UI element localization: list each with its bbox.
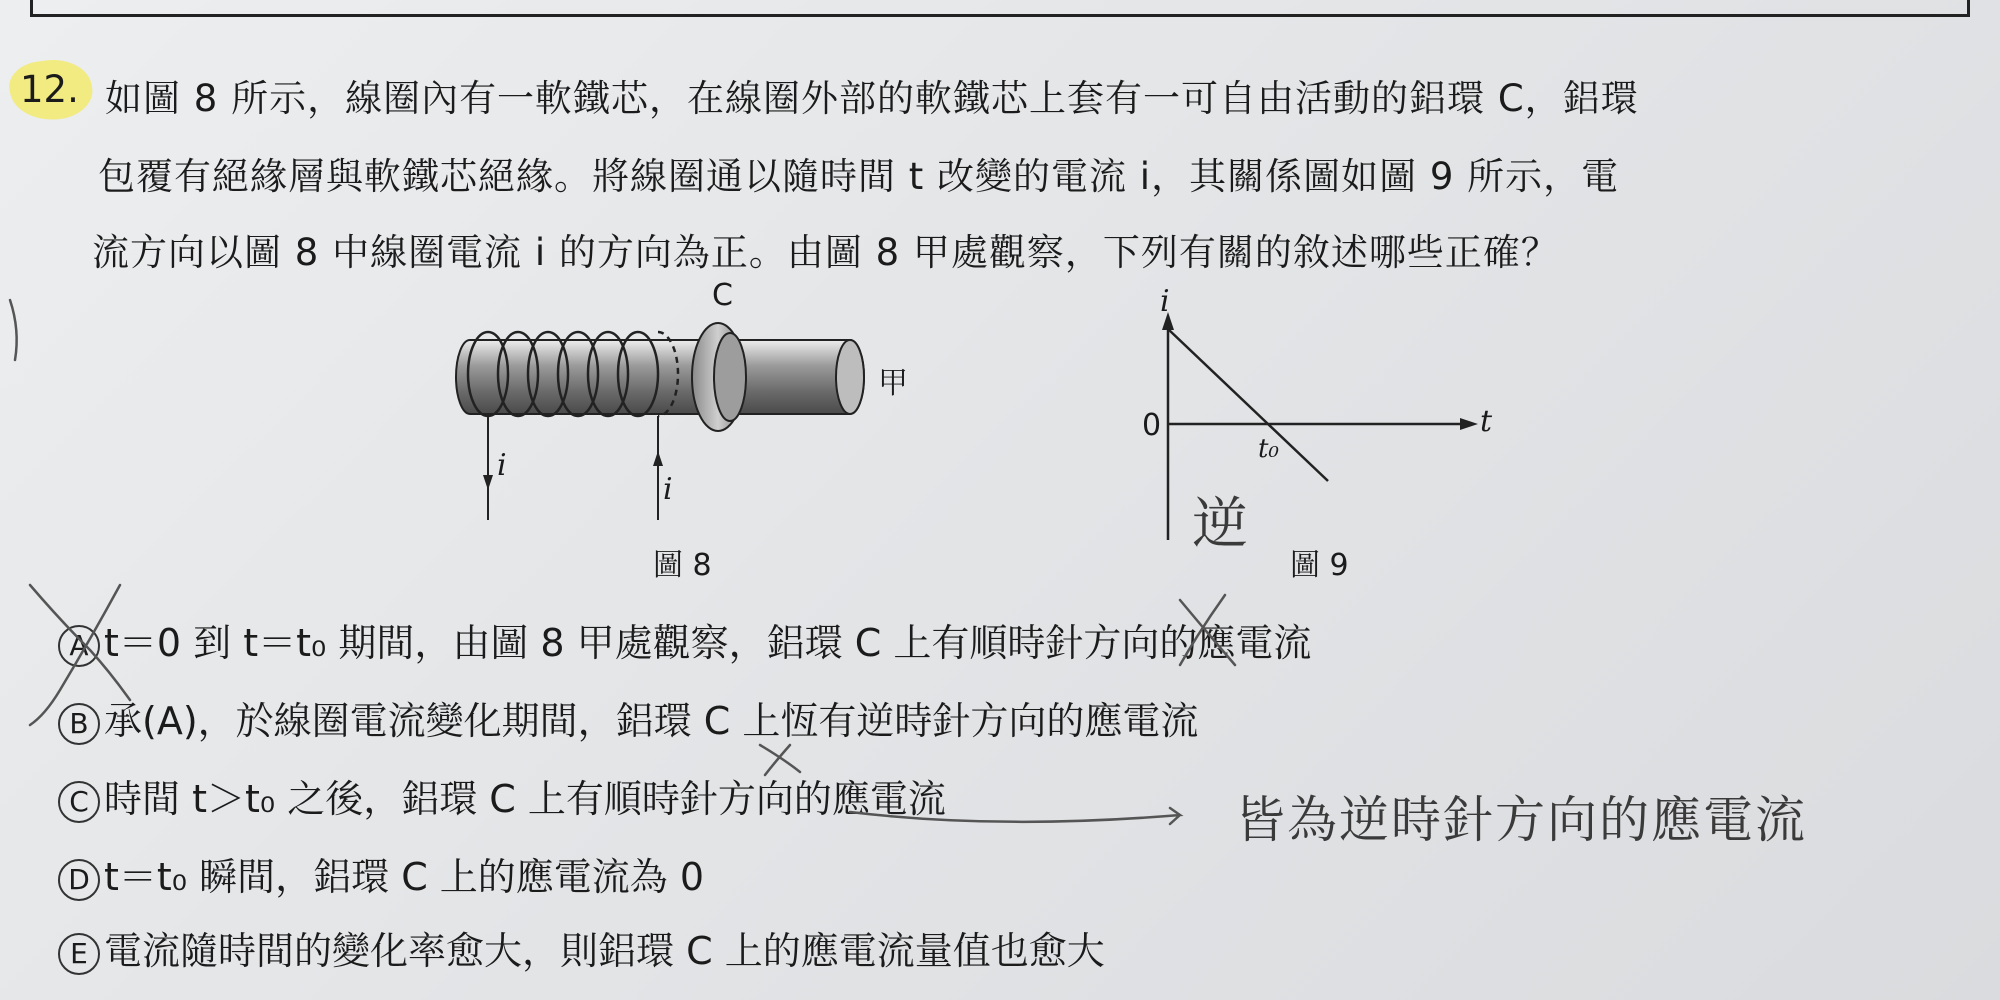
question-line-3: 流方向以圖 8 中線圈電流 i 的方向為正。由圖 8 甲處觀察，下列有關的敘述哪些正確？ — [92, 231, 1559, 274]
question-number: 12. — [20, 68, 79, 111]
figure-9-caption: 圖 9 — [1290, 548, 1349, 583]
option-e[interactable]: E 電流隨時間的變化率愈大，則鋁環 C 上的應電流量值也愈大 — [58, 920, 1105, 975]
option-d[interactable]: D t＝t₀ 瞬間，鋁環 C 上的應電流為 0 — [58, 846, 704, 901]
current-label-left: i — [497, 448, 507, 483]
option-c[interactable]: C 時間 t＞t₀ 之後，鋁環 C 上有順時針方向的應電流 — [58, 768, 946, 823]
graph-origin-label: 0 — [1142, 408, 1162, 443]
graph-t0-label: t₀ — [1258, 434, 1279, 464]
ring-label-c: C — [712, 278, 733, 313]
option-b[interactable]: B 承(A)，於線圈電流變化期間，鋁環 C 上恆有逆時針方向的應電流 — [58, 690, 1198, 745]
figure-8-caption: 圖 8 — [653, 548, 712, 583]
handwritten-note-option-c: 皆為逆時針方向的應電流 — [1235, 791, 1807, 849]
graph-y-label: i — [1160, 284, 1170, 319]
current-label-right: i — [663, 472, 673, 507]
graph-x-label: t — [1480, 404, 1493, 439]
end-label-jia: 甲 — [878, 366, 908, 401]
option-a[interactable]: A t＝0 到 t＝t₀ 期間，由圖 8 甲處觀察，鋁環 C 上有順時針方向的應電流 — [58, 612, 1311, 667]
question-line-2: 包覆有絕緣層與軟鐵芯絕緣。將線圈通以隨時間 t 改變的電流 i，其關係圖如圖 9 所示，電 — [98, 155, 1620, 198]
question-line-1: 如圖 8 所示，線圈內有一軟鐵芯，在線圈外部的軟鐵芯上套有一可自由活動的鋁環 C，鋁環 — [105, 77, 1639, 120]
handwritten-reverse-note: 逆 — [1192, 492, 1248, 557]
